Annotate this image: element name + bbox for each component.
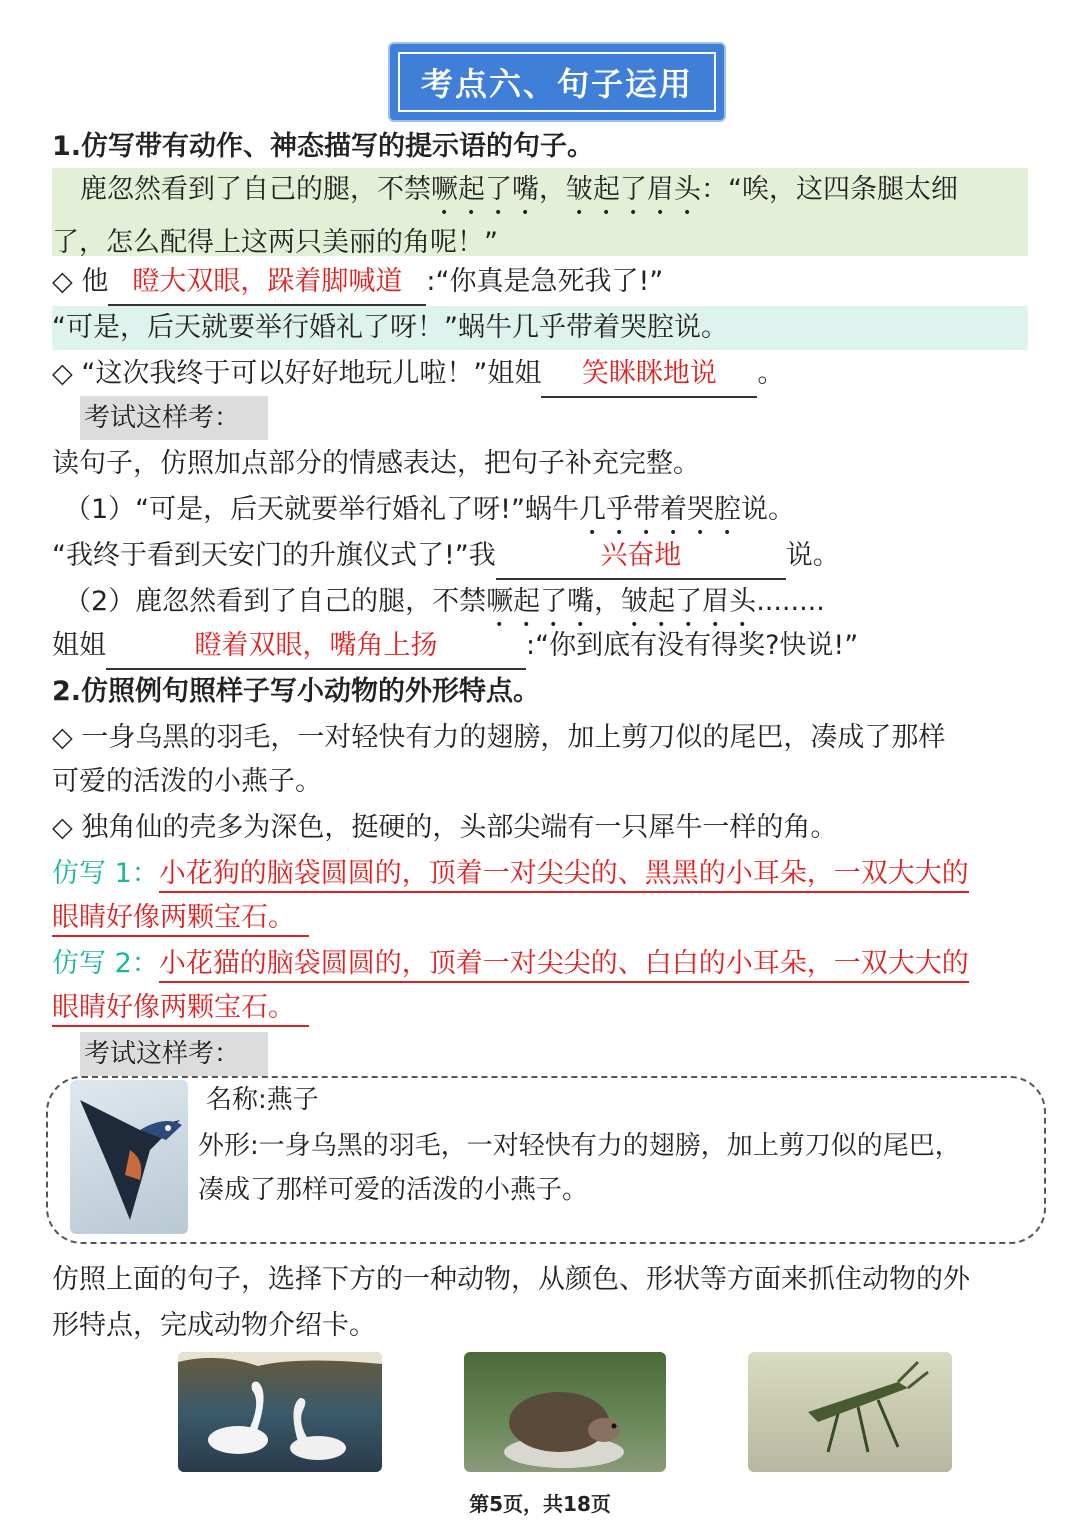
section1-heading: 1.仿写带有动作、神态描写的提示语的句子。 [52, 131, 595, 162]
item1-prefix: ◇ 他 [52, 266, 109, 297]
item2-suffix: 。 [757, 358, 785, 389]
swans-photo [178, 1352, 382, 1472]
example1-dotted: 噘起了嘴，皱起了眉头 [431, 174, 701, 205]
q2-prefix: 姐姐 [52, 630, 106, 661]
item2-prefix: ◇ “这次我终于可以好好地玩儿啦！”姐姐 [52, 358, 542, 389]
q2-dotted: 噘起了嘴，皱起了眉头 [486, 586, 757, 617]
instruction: 读句子，仿照加点部分的情感表达，把句子补充完整。 [52, 448, 700, 479]
page-title: 考点六、句子运用 [398, 52, 716, 112]
q1-prefix: “我终于看到天安门的升旗仪式了!”我 [52, 540, 496, 571]
card-name: 名称:燕子 [206, 1085, 319, 1115]
mantis-photo [748, 1352, 952, 1472]
section2-heading: 2.仿照例句照样子写小动物的外形特点。 [52, 676, 541, 707]
write1-text1: 小花狗的脑袋圆圆的，顶着一对尖尖的、黑黑的小耳朵，一双大大的 [159, 858, 969, 893]
item1-answer: 瞪大双眼，跺着脚喊道 [108, 260, 426, 306]
write1-line1 [52, 852, 1028, 896]
q1-dotted: 几乎带着哭腔 [578, 494, 741, 525]
ex1-line1: ◇ 一身乌黑的羽毛，一对轻快有力的翅膀，加上剪刀似的尾巴，凑成了那样 [52, 722, 946, 753]
hedgehog-photo [464, 1352, 666, 1472]
write2-line2 [52, 986, 1028, 1030]
card-desc1: 外形:一身乌黑的羽毛，一对轻快有力的翅膀，加上剪刀似的尾巴， [198, 1131, 961, 1161]
example1-text-c: ：“唉，这四条腿太细 [701, 174, 958, 205]
task-line2: 形特点，完成动物介绍卡。 [52, 1310, 376, 1341]
write2-text2: 眼睛好像两颗宝石。 [52, 992, 309, 1027]
example1-line1 [52, 168, 1028, 221]
write1-label: 仿写 1： [52, 858, 159, 889]
q2-suffix: :“你到底有没有得奖?快说!” [526, 630, 859, 661]
write1-text2: 眼睛好像两颗宝石。 [52, 902, 309, 937]
q1-answer: 兴奋地 [496, 534, 786, 580]
item2 [52, 352, 1028, 398]
item2-answer: 笑眯眯地说 [541, 352, 757, 398]
swallow-photo [70, 1080, 188, 1234]
write2-label: 仿写 2： [52, 948, 159, 979]
exam-tag-1: 考试这样考： [80, 396, 268, 440]
ex1-line2: 可爱的活泼的小燕子。 [52, 766, 322, 797]
page-footer: 第5页，共18页 [469, 1492, 611, 1516]
write2-line1 [52, 942, 1028, 986]
example1-line2: 了，怎么配得上这两只美丽的角呢！” [52, 227, 498, 258]
q2-text-c: ........ [756, 586, 825, 617]
example1-text-a: 鹿忽然看到了自己的腿，不禁 [80, 174, 431, 205]
ex2: ◇ 独角仙的壳多为深色，挺硬的，头部尖端有一只犀牛一样的角。 [52, 812, 838, 843]
title-banner [390, 44, 724, 120]
card-desc2: 凑成了那样可爱的活泼的小燕子。 [198, 1175, 589, 1205]
write1-line2 [52, 896, 1028, 940]
example1-block [52, 168, 1028, 256]
q1-text-a: （1）“可是，后天就要举行婚礼了呀!”蜗牛 [64, 494, 579, 525]
q1-suffix: 说。 [785, 540, 840, 571]
q2-line2 [52, 624, 1028, 670]
task-line1: 仿照上面的句子，选择下方的一种动物，从颜色、形状等方面来抓住动物的外 [52, 1264, 970, 1295]
exam-tag-2: 考试这样考： [80, 1032, 268, 1076]
q1-text-c: 说。 [740, 494, 795, 525]
item1 [52, 260, 1028, 306]
q2-answer: 瞪着双眼，嘴角上扬 [106, 624, 526, 670]
q2-text-a: （2）鹿忽然看到了自己的腿，不禁 [64, 586, 487, 617]
q1-line2 [52, 534, 1028, 580]
example2: “可是，后天就要举行婚礼了呀！”蜗牛几乎带着哭腔说。 [52, 306, 1028, 350]
item1-suffix: :“你真是急死我了!” [426, 266, 664, 297]
write2-text1: 小花猫的脑袋圆圆的，顶着一对尖尖的、白白的小耳朵，一双大大的 [159, 948, 969, 983]
